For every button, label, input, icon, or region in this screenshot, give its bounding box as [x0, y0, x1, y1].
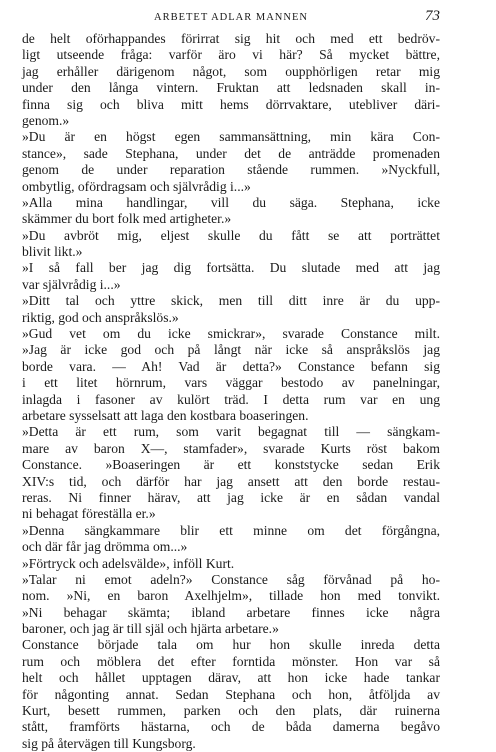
- text-line: Constance. »Boaseringen är ett konststycke sedan Erik: [22, 457, 440, 473]
- text-line: finna sig och bliva mitt hems dörrvaktare, utebliver däri-: [22, 96, 440, 112]
- book-page: [22, 8, 440, 751]
- text-line: rum och möblera det efter forntida mönster. Hon var så: [22, 653, 440, 669]
- text-line: skämmer du bort folk med artigheter.»: [22, 211, 232, 227]
- text-line: nom. »Ni, en baron Axelhjelm», tillade hon med tonvikt.: [22, 588, 440, 604]
- text-line: jag erhåller därigenom något, som oupphörligen retar mig: [22, 63, 440, 79]
- text-line: baroner, och jag är till själ och hjärta arbetare.»: [22, 621, 279, 637]
- text-line: »Denna sängkammare blir ett minne om det förgångna,: [22, 522, 440, 538]
- text-line: »Du är en högst egen sammansättning, min kära Con-: [22, 129, 440, 145]
- page-header: [22, 8, 440, 30]
- body-text: [22, 31, 440, 752]
- text-line: ligt utseende fråga: varför äro vi här? Så mycket bättre,: [22, 47, 440, 63]
- text-line: ni behagat föreställa er.»: [22, 506, 156, 522]
- text-line: »Du avbröt mig, eljest skulle du fått se att porträttet: [22, 227, 440, 243]
- text-line: genom.»: [22, 112, 70, 128]
- text-line: de helt oförhappandes förirrat sig hit och med ett bedröv-: [22, 31, 440, 46]
- text-line: »Ni behagar skämta; ibland arbetare finnes icke några: [22, 604, 440, 620]
- text-line: Kurt, besett rummen, parken och den plats, där ruinerna: [22, 703, 440, 719]
- running-head: ARBETET ADLAR MANNEN: [154, 12, 308, 23]
- text-line: helt och hållet upptagen därav, att hon icke hade tankar: [22, 670, 440, 686]
- text-line: Constance började tala om hur hon skulle inreda detta: [22, 637, 440, 653]
- text-line: »Ditt tal och yttre skick, men till ditt inre är du upp-: [22, 293, 440, 309]
- text-line: ombytlig, ofördragsam och självrådig i...»: [22, 178, 251, 194]
- text-line: »Jag är icke god och på långt när icke så anspråkslös jag: [22, 342, 440, 358]
- page-number: 73: [425, 8, 440, 24]
- text-line: och där får jag drömma om...»: [22, 539, 188, 555]
- text-line: »Alla mina handlingar, vill du säga. Stephana, icke: [22, 194, 440, 210]
- text-line: inlagda i fasoner av kulört träd. I detta rum var en ung: [22, 391, 440, 407]
- text-line: genom de under reparation stående rummen. »Nyckfull,: [22, 162, 440, 178]
- text-line: stance», sade Stephana, under det de anträdde promenaden: [22, 145, 440, 161]
- text-line: borde vara. — Ah! Vad är detta?» Constance befann sig: [22, 358, 440, 374]
- text-line: i ett litet hörnrum, vars väggar bestodo av panelningar,: [22, 375, 440, 391]
- text-line: under den långa vintern. Fruktan att ledsnaden skall in-: [22, 80, 440, 96]
- text-line: riktig, god och anspråkslös.»: [22, 309, 179, 325]
- text-line: blivit likt.»: [22, 244, 83, 260]
- text-line: reras. Ni finner härav, att jag icke är en sådan vandal: [22, 489, 440, 505]
- text-line: »I så fall ber jag dig fortsätta. Du slutade med att jag: [22, 260, 440, 276]
- text-line: »Gud vet om du icke smickrar», svarade Constance milt.: [22, 326, 440, 342]
- text-line: arbetare sysselsatt att laga den kostbara boaseringen.: [22, 407, 309, 423]
- text-line: »Talar ni emot adeln?» Constance såg förvånad på ho-: [22, 571, 440, 587]
- text-line: var självrådig i...»: [22, 276, 121, 292]
- text-line: XIV:s tid, och därför har jag ansett att den borde restau-: [22, 473, 440, 489]
- text-line: sig på återvägen till Kungsborg.: [22, 735, 196, 751]
- text-line: mare av baron X—, stamfader», svarade Kurts röst bakom: [22, 440, 440, 456]
- text-line: för någonting annat. Sedan Stephana och hon, åtföljda av: [22, 686, 440, 702]
- text-line: »Förtryck och adelsvälde», inföll Kurt.: [22, 555, 235, 571]
- text-line: stått, framförts hästarna, och de båda damerna begåvo: [22, 719, 440, 735]
- text-line: »Detta är ett rum, som varit begagnat till — sängkam-: [22, 424, 440, 440]
